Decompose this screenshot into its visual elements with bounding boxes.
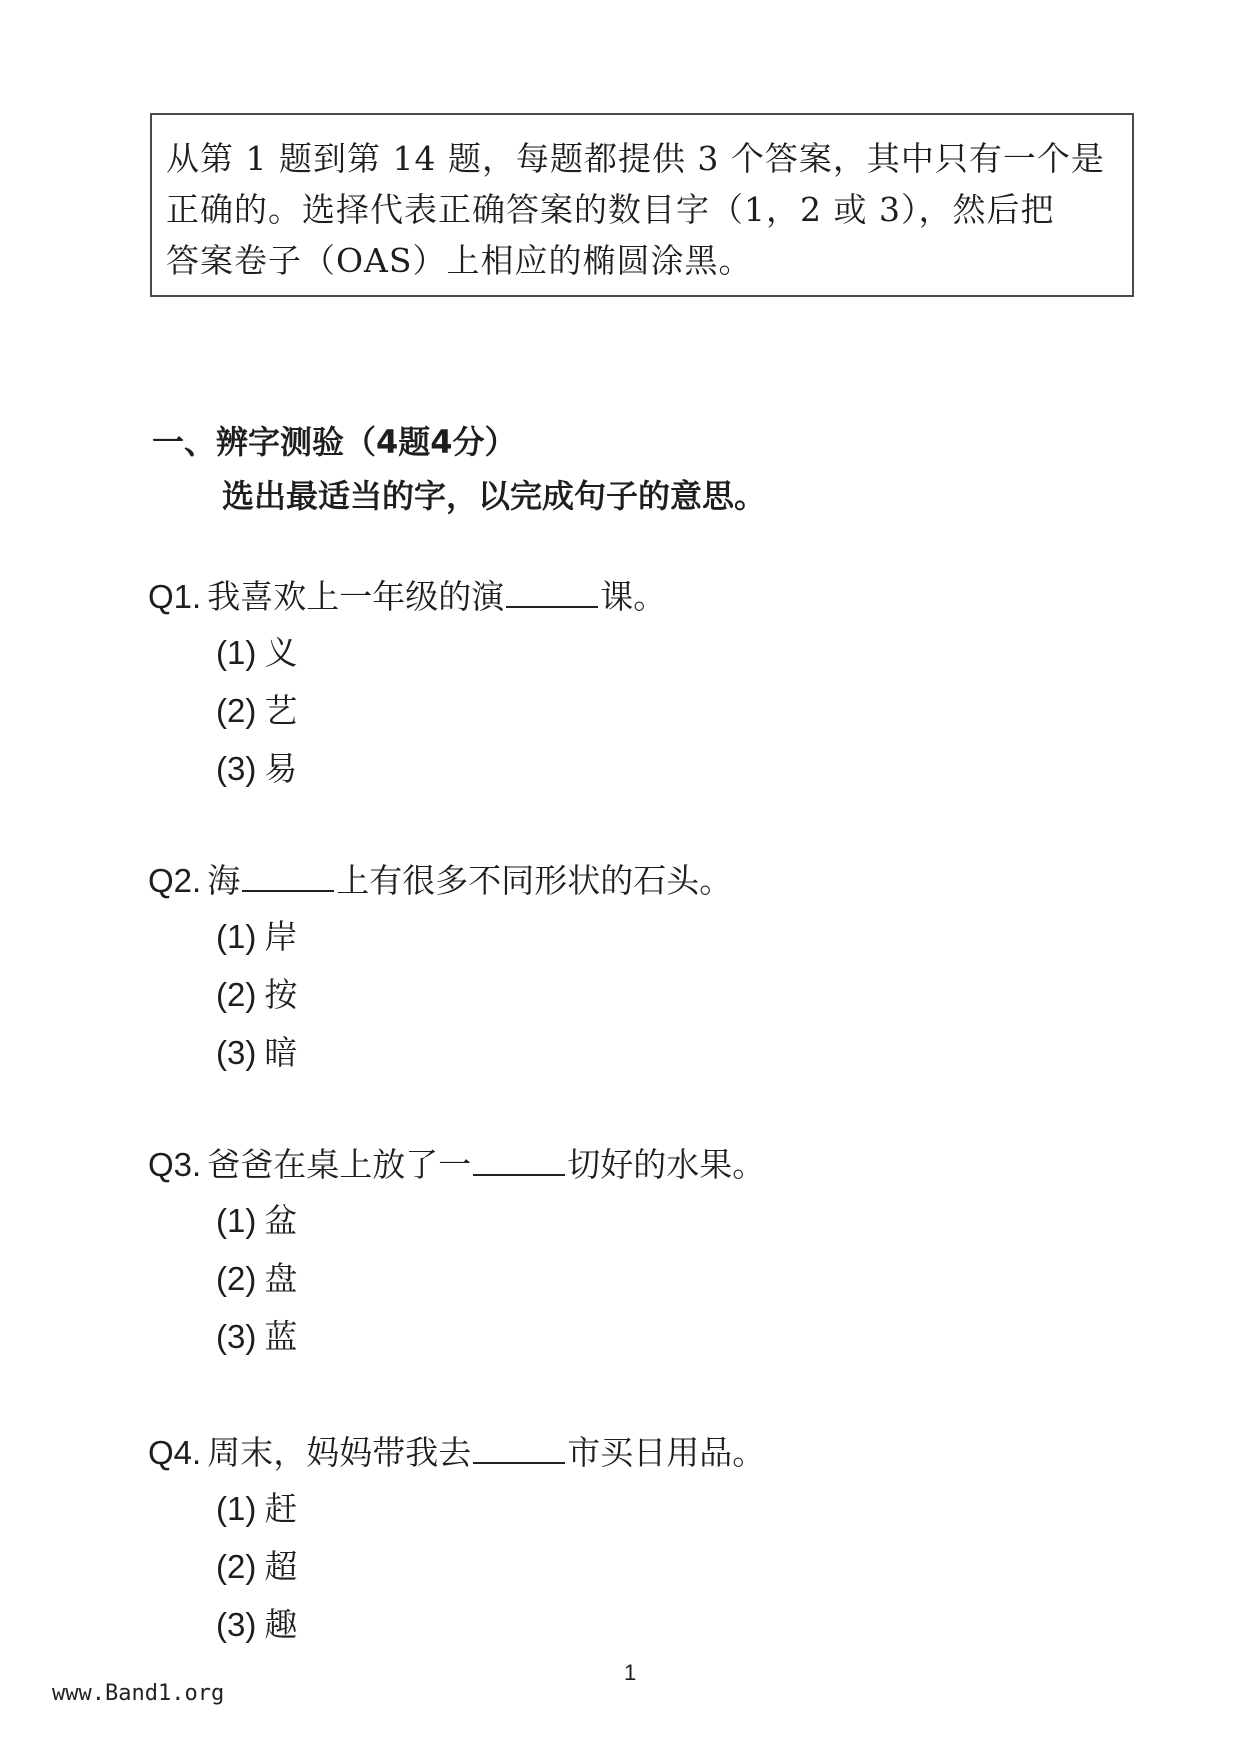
option-1 [216, 624, 1148, 682]
answer-blank [473, 1146, 565, 1176]
question-text-after: 上有很多不同形状的石头。 [336, 861, 733, 900]
option-number: (2) [216, 1548, 257, 1585]
option-2 [216, 1250, 1148, 1308]
option-list [216, 624, 1148, 798]
instruction-box [150, 113, 1134, 297]
question-text-before: 海 [207, 861, 241, 900]
option-number: (3) [216, 1034, 257, 1071]
option-text: 盘 [264, 1259, 298, 1298]
option-3 [216, 1308, 1148, 1366]
question-3 [148, 1142, 1148, 1366]
option-text: 趣 [264, 1605, 298, 1644]
instruction-line: 答案卷子（OAS）上相应的椭圆涂黑。 [166, 241, 753, 280]
option-number: (1) [216, 1490, 257, 1527]
option-text: 赶 [264, 1489, 298, 1528]
instruction-line: 从第 1 题到第 14 题，每题都提供 3 个答案，其中只有一个是 [166, 139, 1105, 178]
option-text: 按 [264, 975, 298, 1014]
option-number: (1) [216, 634, 257, 671]
answer-blank [242, 862, 334, 892]
answer-blank [506, 578, 598, 608]
option-3 [216, 740, 1148, 798]
option-1 [216, 1480, 1148, 1538]
watermark: www.Band1.org [52, 1681, 225, 1706]
option-text: 岸 [264, 917, 298, 956]
question-number: Q2. [148, 862, 202, 899]
section-description: 选出最适当的字，以完成句子的意思。 [222, 477, 767, 515]
option-number: (2) [216, 1260, 257, 1297]
option-number: (3) [216, 1606, 257, 1643]
option-1 [216, 1192, 1148, 1250]
question-stem [148, 1142, 1148, 1188]
question-text-after: 市买日用品。 [567, 1433, 766, 1472]
question-number: Q4. [148, 1434, 202, 1471]
question-number: Q1. [148, 578, 202, 615]
question-2 [148, 858, 1148, 1082]
option-list [216, 1192, 1148, 1366]
option-text: 盆 [264, 1201, 298, 1240]
question-text-before: 周末，妈妈带我去 [207, 1433, 472, 1472]
page-number: 1 [624, 1660, 637, 1685]
answer-blank [473, 1434, 565, 1464]
option-3 [216, 1024, 1148, 1082]
option-list [216, 908, 1148, 1082]
option-number: (1) [216, 1202, 257, 1239]
question-1 [148, 574, 1148, 798]
question-text-before: 我喜欢上一年级的演 [207, 577, 505, 616]
option-2 [216, 1538, 1148, 1596]
option-text: 暗 [264, 1033, 298, 1072]
option-text: 超 [264, 1547, 298, 1586]
instruction-line: 正确的。选择代表正确答案的数目字（1，2 或 3），然后把 [166, 190, 1055, 229]
question-4 [148, 1430, 1148, 1654]
question-stem [148, 1430, 1148, 1476]
section-title: 一、辨字测验（4题4分） [152, 423, 517, 461]
question-number: Q3. [148, 1146, 202, 1183]
question-text-after: 切好的水果。 [567, 1145, 766, 1184]
option-number: (3) [216, 1318, 257, 1355]
option-text: 艺 [264, 691, 298, 730]
option-number: (3) [216, 750, 257, 787]
question-text-before: 爸爸在桌上放了一 [207, 1145, 472, 1184]
question-stem [148, 858, 1148, 904]
option-text: 蓝 [264, 1317, 298, 1356]
option-number: (1) [216, 918, 257, 955]
option-3 [216, 1596, 1148, 1654]
option-text: 易 [264, 749, 298, 788]
option-list [216, 1480, 1148, 1654]
option-1 [216, 908, 1148, 966]
question-stem [148, 574, 1148, 620]
option-text: 义 [264, 633, 298, 672]
option-2 [216, 966, 1148, 1024]
question-text-after: 课。 [600, 577, 667, 616]
option-number: (2) [216, 976, 257, 1013]
option-number: (2) [216, 692, 257, 729]
option-2 [216, 682, 1148, 740]
